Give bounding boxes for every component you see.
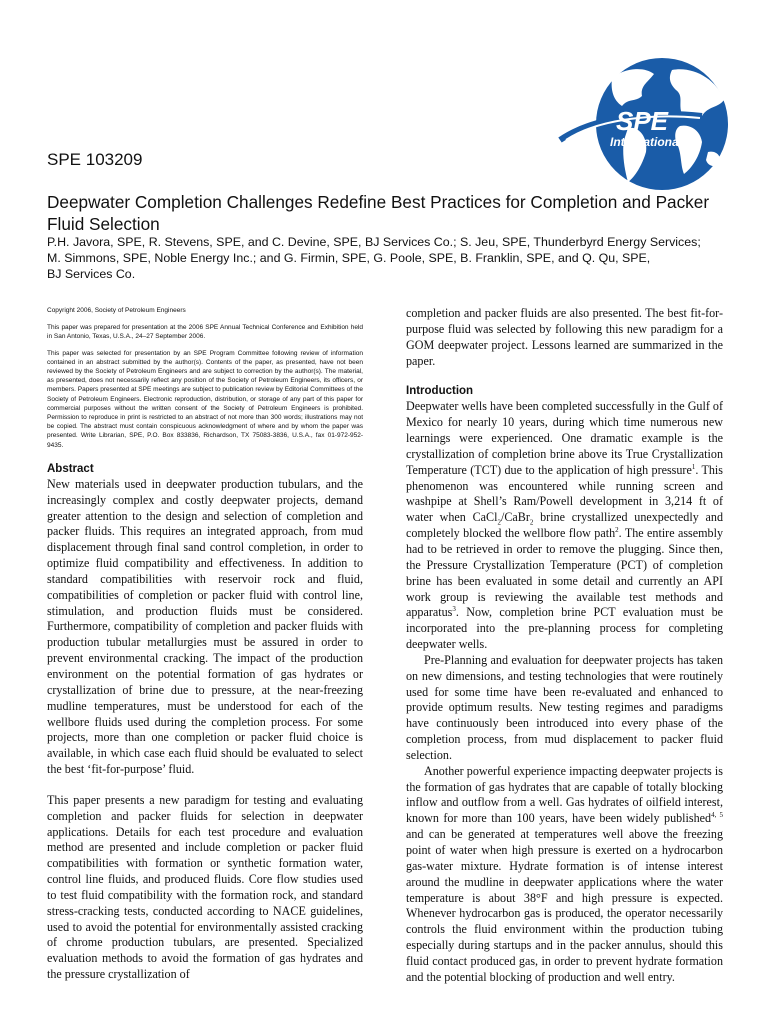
copyright-notice: Copyright 2006, Society of Petroleum Engineers [47,307,186,314]
author-list [47,234,747,282]
citation: 4, 5 [711,811,724,820]
left-column [47,306,363,983]
logo-wordmark-spe: SPE [616,106,669,136]
citation: 2 [615,526,619,535]
paper-number: SPE 103209 [47,150,143,169]
intro-paragraph: Another powerful experience impacting deepwater projects is the formation of gas hydrates that are capable of totally blocking inflow and outflow from a well. Gas hydrates of oilfield interest, known for more than 100 years, have been widely published$^{4, 5}$ and can be generated at temperatures well above the freezing point of water when high pressure is exerted on a hydrocarbon gas-water mixture. Hydrate formation is of intense interest around the mudline in deepwater applications where the water temperature is about 38°F and high pressure is expected. Whenever hydrocarbon gas is produced, the operator necessarily controls the fluid environment within the production tubing especially during startups and in the packer annulus, should this fluid contact produced gas, in order to prevent hydrate formation and the potential blocking of production and well entry. [406,763,724,984]
citation: 3 [452,605,456,614]
abstract-continuation: completion and packer fluids are also presented. The best fit-for-purpose fluid was selected by following this new paradigm for a GOM deepwater project. Lessons learned are summarized in the paper. [406,306,723,368]
subscript: 2 [497,518,501,527]
author-line: BJ Services Co. [47,267,136,281]
author-line: M. Simmons, SPE, Noble Energy Inc.; and G. Firmin, SPE, G. Poole, SPE, B. Franklin, SPE, and Q. Qu, SPE, [47,251,651,265]
abstract-paragraph: New materials used in deepwater production tubulars, and the increasingly complex and costly deepwater projects, demand greater attention to the design and selection of completion and packer fluids. This requires an integrated approach, from mud displacement through final sand control completion, in order to optimize fluid compatibility and effectiveness. In addition to standard compatibilities with reservoir rock and fluid, compatibilities of completion or packer fluid with control line, stimulation, and production fluids must be considered. Furthermore, compatibility of completion and packer fluids with production tubular metallurgies must be assured in order to prevent environmental cracking. The impact of the production environment on the potential formation of gas hydrates or crystallization of brine due to pressure, at the near-freezing mudline temperatures, must be understood for each of the wellbore fluids used during the completion process. For some projects, more than one completion or packer fluid choice is available, in which case each fluid should be evaluated to select the best ‘fit-for-purpose’ fluid. [47,476,363,777]
abstract-paragraph: This paper presents a new paradigm for testing and evaluating completion and packer fluids for selection in deepwater applications. Details for each test procedure and evaluation method are presented and include completion or packer fluid compatibilities with formation or synthetic formation water, control line fluids, and produced fluids. Core flow studies used to test fluid compatibility with the formation rock, and standard stress-cracking tests, conducted according to NACE guidelines, used to avoid the potential for environmentally assisted cracking of chrome production tubulars, are presented. Specialized evaluation methods to avoid the formation of gas hydrates and the pressure crystallization of [47,792,363,982]
logo-wordmark-international: International [610,135,683,149]
conference-notice: This paper was prepared for presentation at the 2006 SPE Annual Technical Conference and Exhibition held in San Antonio, Texas, U.S.A., 24–27 September 2006. [47,324,363,341]
subscript: 2 [529,518,534,527]
review-notice: This paper was selected for presentation by an SPE Program Committee following review of information contained in an abstract submitted by the author(s). Contents of the paper, as presented, have not been reviewed by the Society of Petroleum Engineers and are subject to correction by the author(s). The material, as presented, does not necessarily reflect any position of the Society of Petroleum Engineers, its officers, or members. Papers presented at SPE meetings are subject to publication review by Editorial Committees of the Society of Petroleum Engineers. Electronic reproduction, distribution, or storage of any part of this paper for commercial purposes without the written consent of the Society of Petroleum Engineers is prohibited. Permission to reproduce in print is restricted to an abstract of not more than 300 words; illustrations may not be copied. The abstract must contain conspicuous acknowledgment of where and by whom the paper was presented. Write Librarian, SPE, P.O. Box 833836, Richardson, TX 75083-3836, U.S.A., fax 01-972-952-9435. [47,349,363,449]
abstract-heading: Abstract [47,462,94,475]
right-column [406,306,723,986]
paper-title: Deepwater Completion Challenges Redefine Best Practices for Completion and Packer Fluid Selection [47,192,710,234]
author-line: P.H. Javora, SPE, R. Stevens, SPE, and C. Devine, SPE, BJ Services Co.; S. Jeu, SPE, Thunderbyrd Energy Services; [47,235,701,249]
citation: 1 [691,462,696,471]
intro-paragraph: Pre-Planning and evaluation for deepwater projects has taken on new dimensions, and testing technologies that were routinely used for some time have been re-evaluated and enhanced to provide optimum results. New testing regimes and paradigms have continuously been introduced into every phase of the completion process, from mud displacement to packer fluid selection. [406,652,723,762]
intro-paragraph: Deepwater wells have been completed successfully in the Gulf of Mexico for nearly 10 years, during which time numerous new learnings were experienced. One dramatic example is the crystallization of completion brine above its True Crystallization Temperature (TCT) due to the application of high pressure$^1$. This phenomenon was encountered while running screen and washpipe at Shell’s Ram/Powell development in 3,214 ft of water when CaCl$_2$/CaBr$_2$ brine crystallized unexpectedly and completely blocked the wellbore flow path$^2$. The entire assembly had to be retrieved in order to remove the plugging. Since then, the Pressure Crystallization Temperature (PCT) of completion brine has been evaluated in some detail and currently an API work group is reviewing the available test methods and apparatus$^3$. Now, completion brine PCT evaluation must be incorporated into the pre-planning process for completing deepwater wells. [406,399,723,652]
spe-international-logo [552,56,730,192]
introduction-heading: Introduction [406,385,474,398]
